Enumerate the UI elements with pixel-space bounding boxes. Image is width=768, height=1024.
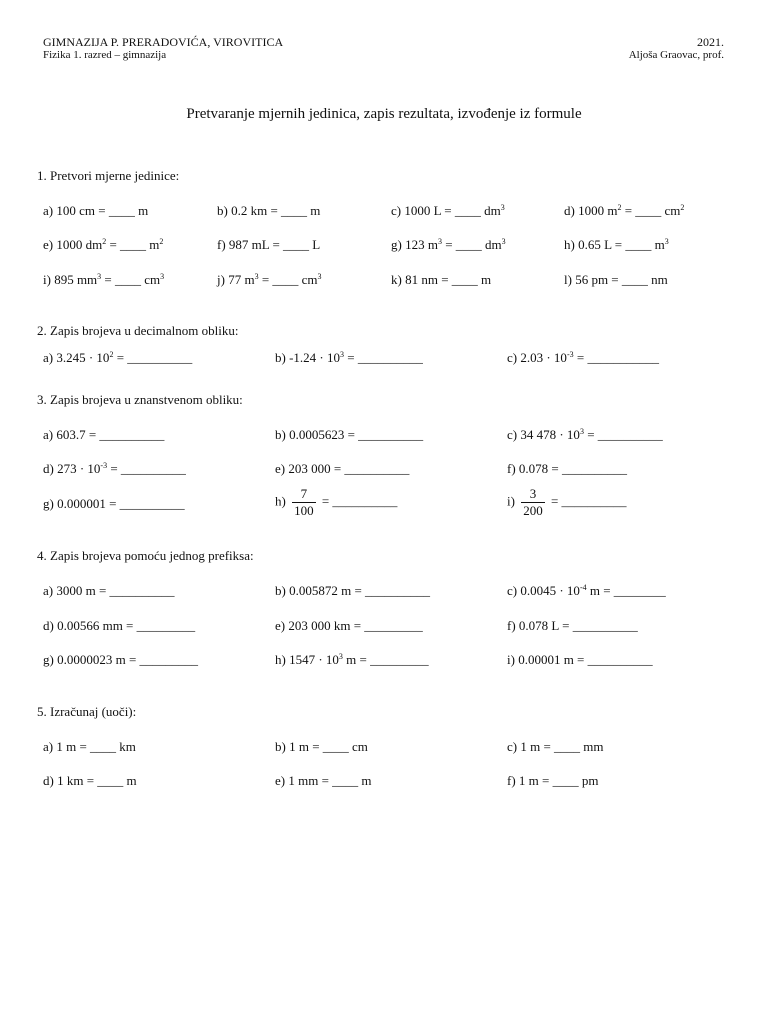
exercise-item: j) 77 $m^3$ = ____ $cm^3$ xyxy=(217,272,322,287)
exercise-item: g) 123 $m^3$ = ____ $dm^3$ xyxy=(391,237,506,252)
exercise-item: i) 895 $mm^3$ = ____ $cm^3$ xyxy=(43,272,165,287)
section-3-heading: 3. Zapis brojeva u znanstvenom obliku: xyxy=(37,392,243,407)
exercise-item: f) 1 m = ____ pm xyxy=(507,773,599,788)
exercise-item: c) $2.03 \cdot 10^{-3}$ = ___________ xyxy=(507,350,659,365)
exercise-item: e) 203 000 km = _________ xyxy=(275,618,423,633)
author: Aljoša Graovac, prof. xyxy=(628,49,724,61)
exercise-item: b) 1 m = ____ cm xyxy=(275,739,368,754)
section-4-heading: 4. Zapis brojeva pomoću jednog prefiksa: xyxy=(37,548,254,563)
section-5-heading: 5. Izračunaj (uoči): xyxy=(37,704,137,719)
course-name: Fizika 1. razred – gimnazija xyxy=(43,49,167,61)
exercise-item: c) 1 m = ____ mm xyxy=(507,739,604,754)
exercise-item: h) $1547 \cdot 10^3$ m = _________ xyxy=(275,652,429,667)
exercise-item: c) 34 $478 \cdot 10^3$ = __________ xyxy=(507,427,663,442)
exercise-item: c) 1000 L = ____ $dm^3$ xyxy=(391,203,505,218)
exercise-item: c) $0.0045 \cdot 10^{-4}$ m = ________ xyxy=(507,583,666,598)
exercise-item: e) 1000 $dm^2$ = ____ $m^2$ xyxy=(43,237,164,252)
fraction: $\frac{7}{100}$ xyxy=(294,486,314,518)
page-title: Pretvaranje mjernih jedinica, zapis rezultata, izvođenje iz formule xyxy=(186,106,582,122)
exercise-item: b) $-1.24 \cdot 10^3$ = __________ xyxy=(275,350,423,365)
exercise-item: f) 0.078 L = __________ xyxy=(507,618,638,633)
exercise-item: d) 0.00566 mm = _________ xyxy=(43,618,196,633)
exercise-item-fraction: i) $\frac{3}{200}$ = __________ xyxy=(507,486,627,518)
exercise-item: h) 0.65 L = ____ $m^3$ xyxy=(564,237,669,252)
exercise-item: d) $273 \cdot 10^{-3}$ = __________ xyxy=(43,461,186,476)
exercise-item: a) 3000 m = __________ xyxy=(43,583,175,598)
fraction: $\frac{3}{200}$ xyxy=(523,486,543,518)
year: 2021. xyxy=(697,35,724,49)
exercise-item: e) 203 000 = __________ xyxy=(275,461,410,476)
exercise-item: f) 0.078 = __________ xyxy=(507,461,627,476)
section-2-heading: 2. Zapis brojeva u decimalnom obliku: xyxy=(37,323,239,338)
exercise-item: d) 1000 $m^2$ = ____ $cm^2$ xyxy=(564,203,685,218)
exercise-item: a) 603.7 = __________ xyxy=(43,427,165,442)
section-1-heading: 1. Pretvori mjerne jedinice: xyxy=(37,168,180,183)
exercise-item: f) 987 mL = ____ L xyxy=(217,237,321,252)
exercise-item: a) 1 m = ____ km xyxy=(43,739,136,754)
school-name: GIMNAZIJA P. PRERADOVIĆA, VIROVITICA xyxy=(43,35,284,49)
exercise-item: g) 0.0000023 m = _________ xyxy=(43,652,199,667)
exercise-item: e) 1 mm = ____ m xyxy=(275,773,372,788)
exercise-item: g) 0.000001 = __________ xyxy=(43,496,185,511)
exercise-item: b) 0.005872 m = __________ xyxy=(275,583,431,598)
exercise-item: a) $3.245 \cdot 10^2$ = __________ xyxy=(43,350,193,365)
exercise-item: k) 81 nm = ____ m xyxy=(391,272,492,287)
exercise-item: l) 56 pm = ____ nm xyxy=(564,272,668,287)
exercise-item-fraction: h) $\frac{7}{100}$ = __________ xyxy=(275,486,398,518)
exercise-item: d) 1 km = ____ m xyxy=(43,773,137,788)
exercise-item: a) 100 cm = ____ m xyxy=(43,203,149,218)
exercise-item: i) 0.00001 m = __________ xyxy=(507,652,653,667)
exercise-item: b) 0.2 km = ____ m xyxy=(217,203,321,218)
exercise-item: b) 0.0005623 = __________ xyxy=(275,427,424,442)
